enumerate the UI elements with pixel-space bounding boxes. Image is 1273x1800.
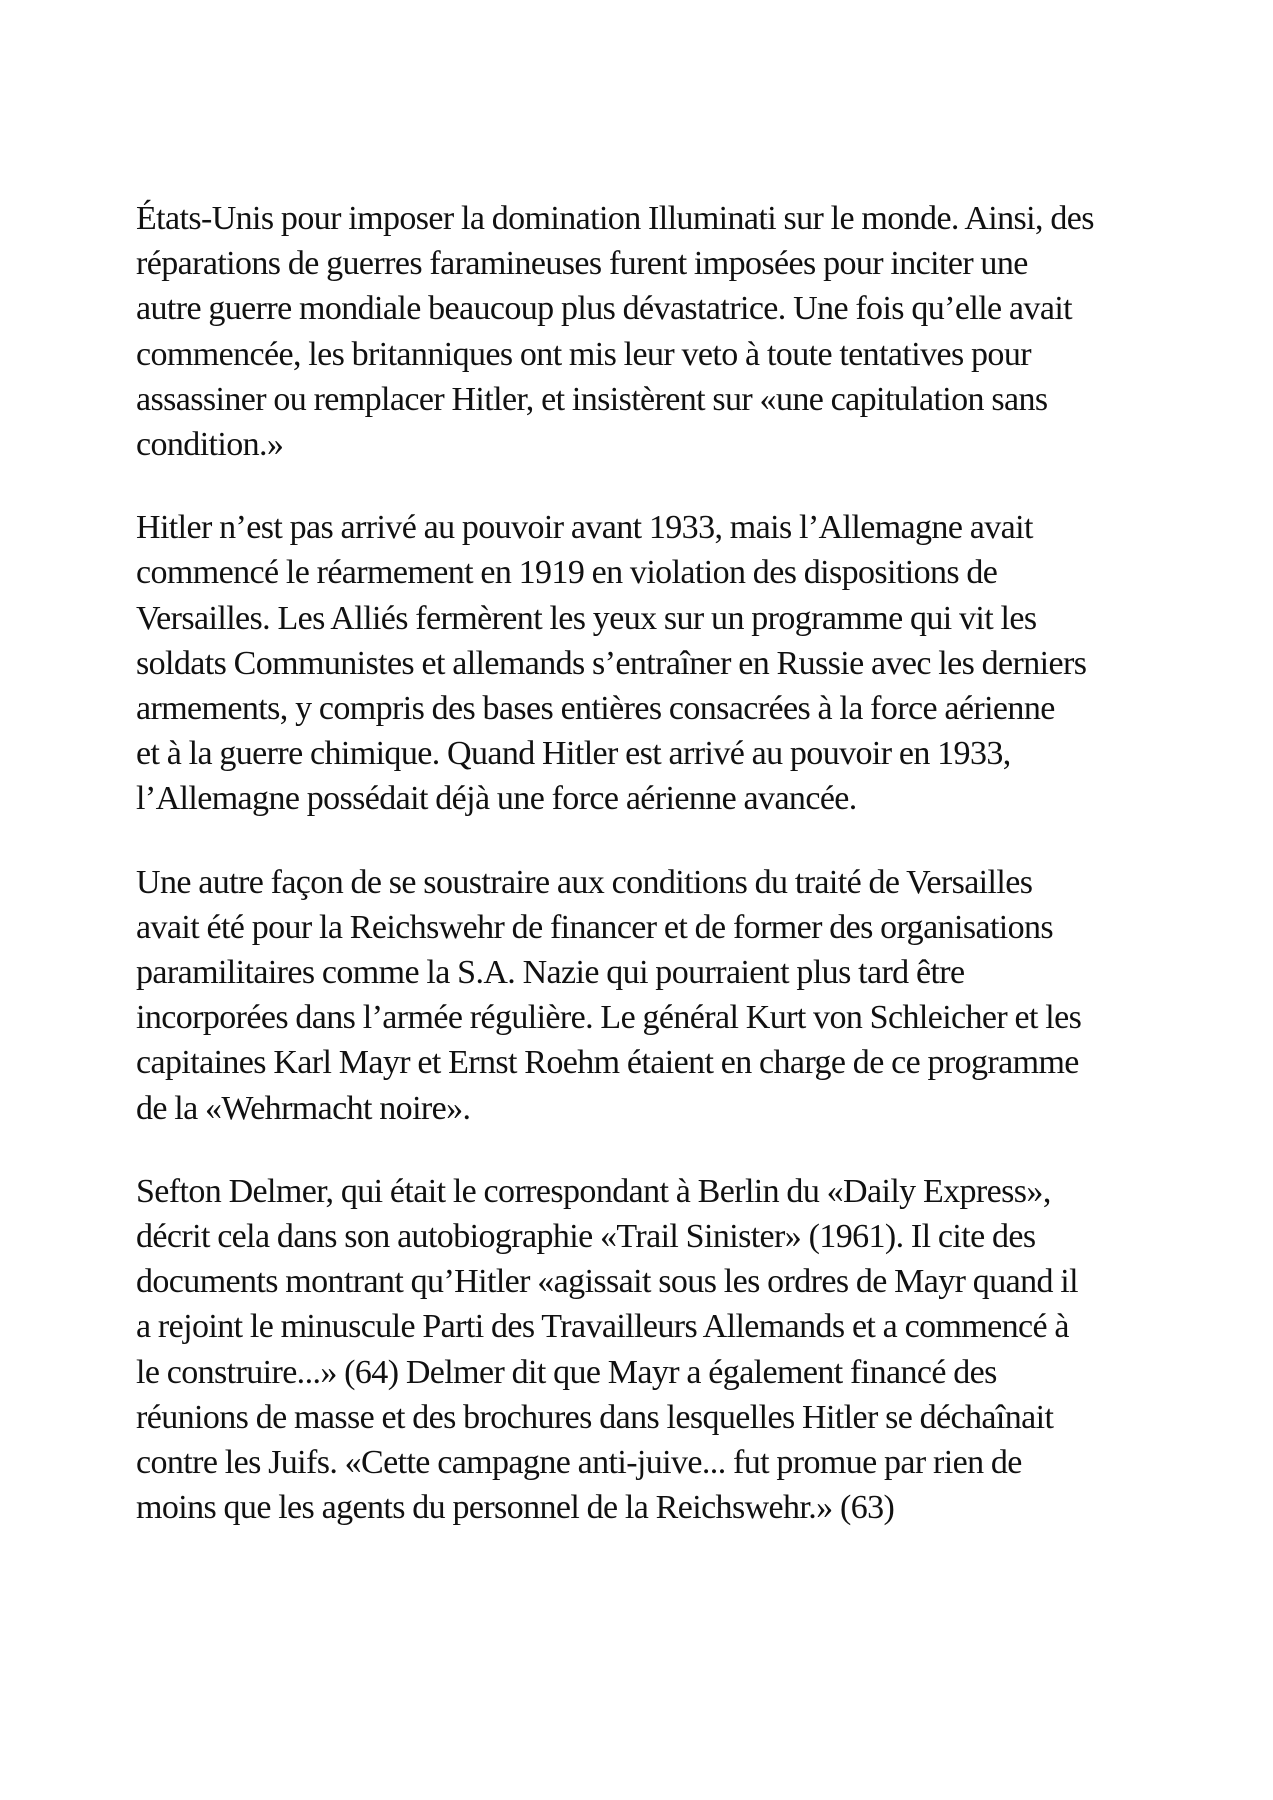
text-line: de la «Wehrmacht noire». [136, 1089, 471, 1127]
body-text [136, 196, 1146, 1568]
text-line: Sefton Delmer, qui était le correspondant à Berlin du «Daily Express», [136, 1172, 1051, 1210]
text-line: assassiner ou remplacer Hitler, et insistèrent sur «une capitulation sans [136, 380, 1048, 418]
paragraph-illuminati [136, 196, 1146, 467]
text-line: contre les Juifs. «Cette campagne anti-juive... fut promue par rien de [136, 1444, 1022, 1482]
text-line: décrit cela dans son autobiographie «Trail Sinister» (1961). Il cite des [136, 1218, 1036, 1256]
paragraph-delmer [136, 1169, 1146, 1531]
text-line: l’Allemagne possédait déjà une force aérienne avancée. [136, 780, 857, 818]
text-line: moins que les agents du personnel de la Reichswehr.» (63) [136, 1489, 895, 1527]
text-line: autre guerre mondiale beaucoup plus dévastatrice. Une fois qu’elle avait [136, 290, 1073, 328]
text-line: Versailles. Les Alliés fermèrent les yeux sur un programme qui vit les [136, 599, 1037, 637]
text-line: commencé le réarmement en 1919 en violation des dispositions de [136, 554, 998, 592]
text-line: commencée, les britanniques ont mis leur veto à toute tentatives pour [136, 335, 1031, 373]
paragraph-reichswehr [136, 860, 1146, 1131]
text-line: réunions de masse et des brochures dans lesquelles Hitler se déchaînait [136, 1398, 1054, 1436]
text-line: le construire...» (64) Delmer dit que Mayr a également financé des [136, 1353, 997, 1391]
text-line: capitaines Karl Mayr et Ernst Roehm étaient en charge de ce programme [136, 1044, 1079, 1082]
text-line: Une autre façon de se soustraire aux conditions du traité de Versailles [136, 863, 1033, 901]
text-line: réparations de guerres faramineuses furent imposées pour inciter une [136, 245, 1028, 283]
text-line: incorporées dans l’armée régulière. Le général Kurt von Schleicher et les [136, 999, 1082, 1037]
text-line: soldats Communistes et allemands s’entraîner en Russie avec les derniers [136, 644, 1087, 682]
text-line: Hitler n’est pas arrivé au pouvoir avant 1933, mais l’Allemagne avait [136, 509, 1033, 547]
text-line: a rejoint le minuscule Parti des Travailleurs Allemands et a commencé à [136, 1308, 1069, 1346]
text-line: documents montrant qu’Hitler «agissait sous les ordres de Mayr quand il [136, 1263, 1078, 1301]
paragraph-rearmament [136, 505, 1146, 821]
text-line: et à la guerre chimique. Quand Hitler est arrivé au pouvoir en 1933, [136, 735, 1011, 773]
text-line: États-Unis pour imposer la domination Illuminati sur le monde. Ainsi, des [136, 200, 1094, 237]
text-line: armements, y compris des bases entières consacrées à la force aérienne [136, 690, 1055, 728]
text-line: paramilitaires comme la S.A. Nazie qui pourraient plus tard être [136, 954, 965, 992]
text-line: avait été pour la Reichswehr de financer et de former des organisations [136, 908, 1054, 946]
text-line: condition.» [136, 426, 284, 464]
